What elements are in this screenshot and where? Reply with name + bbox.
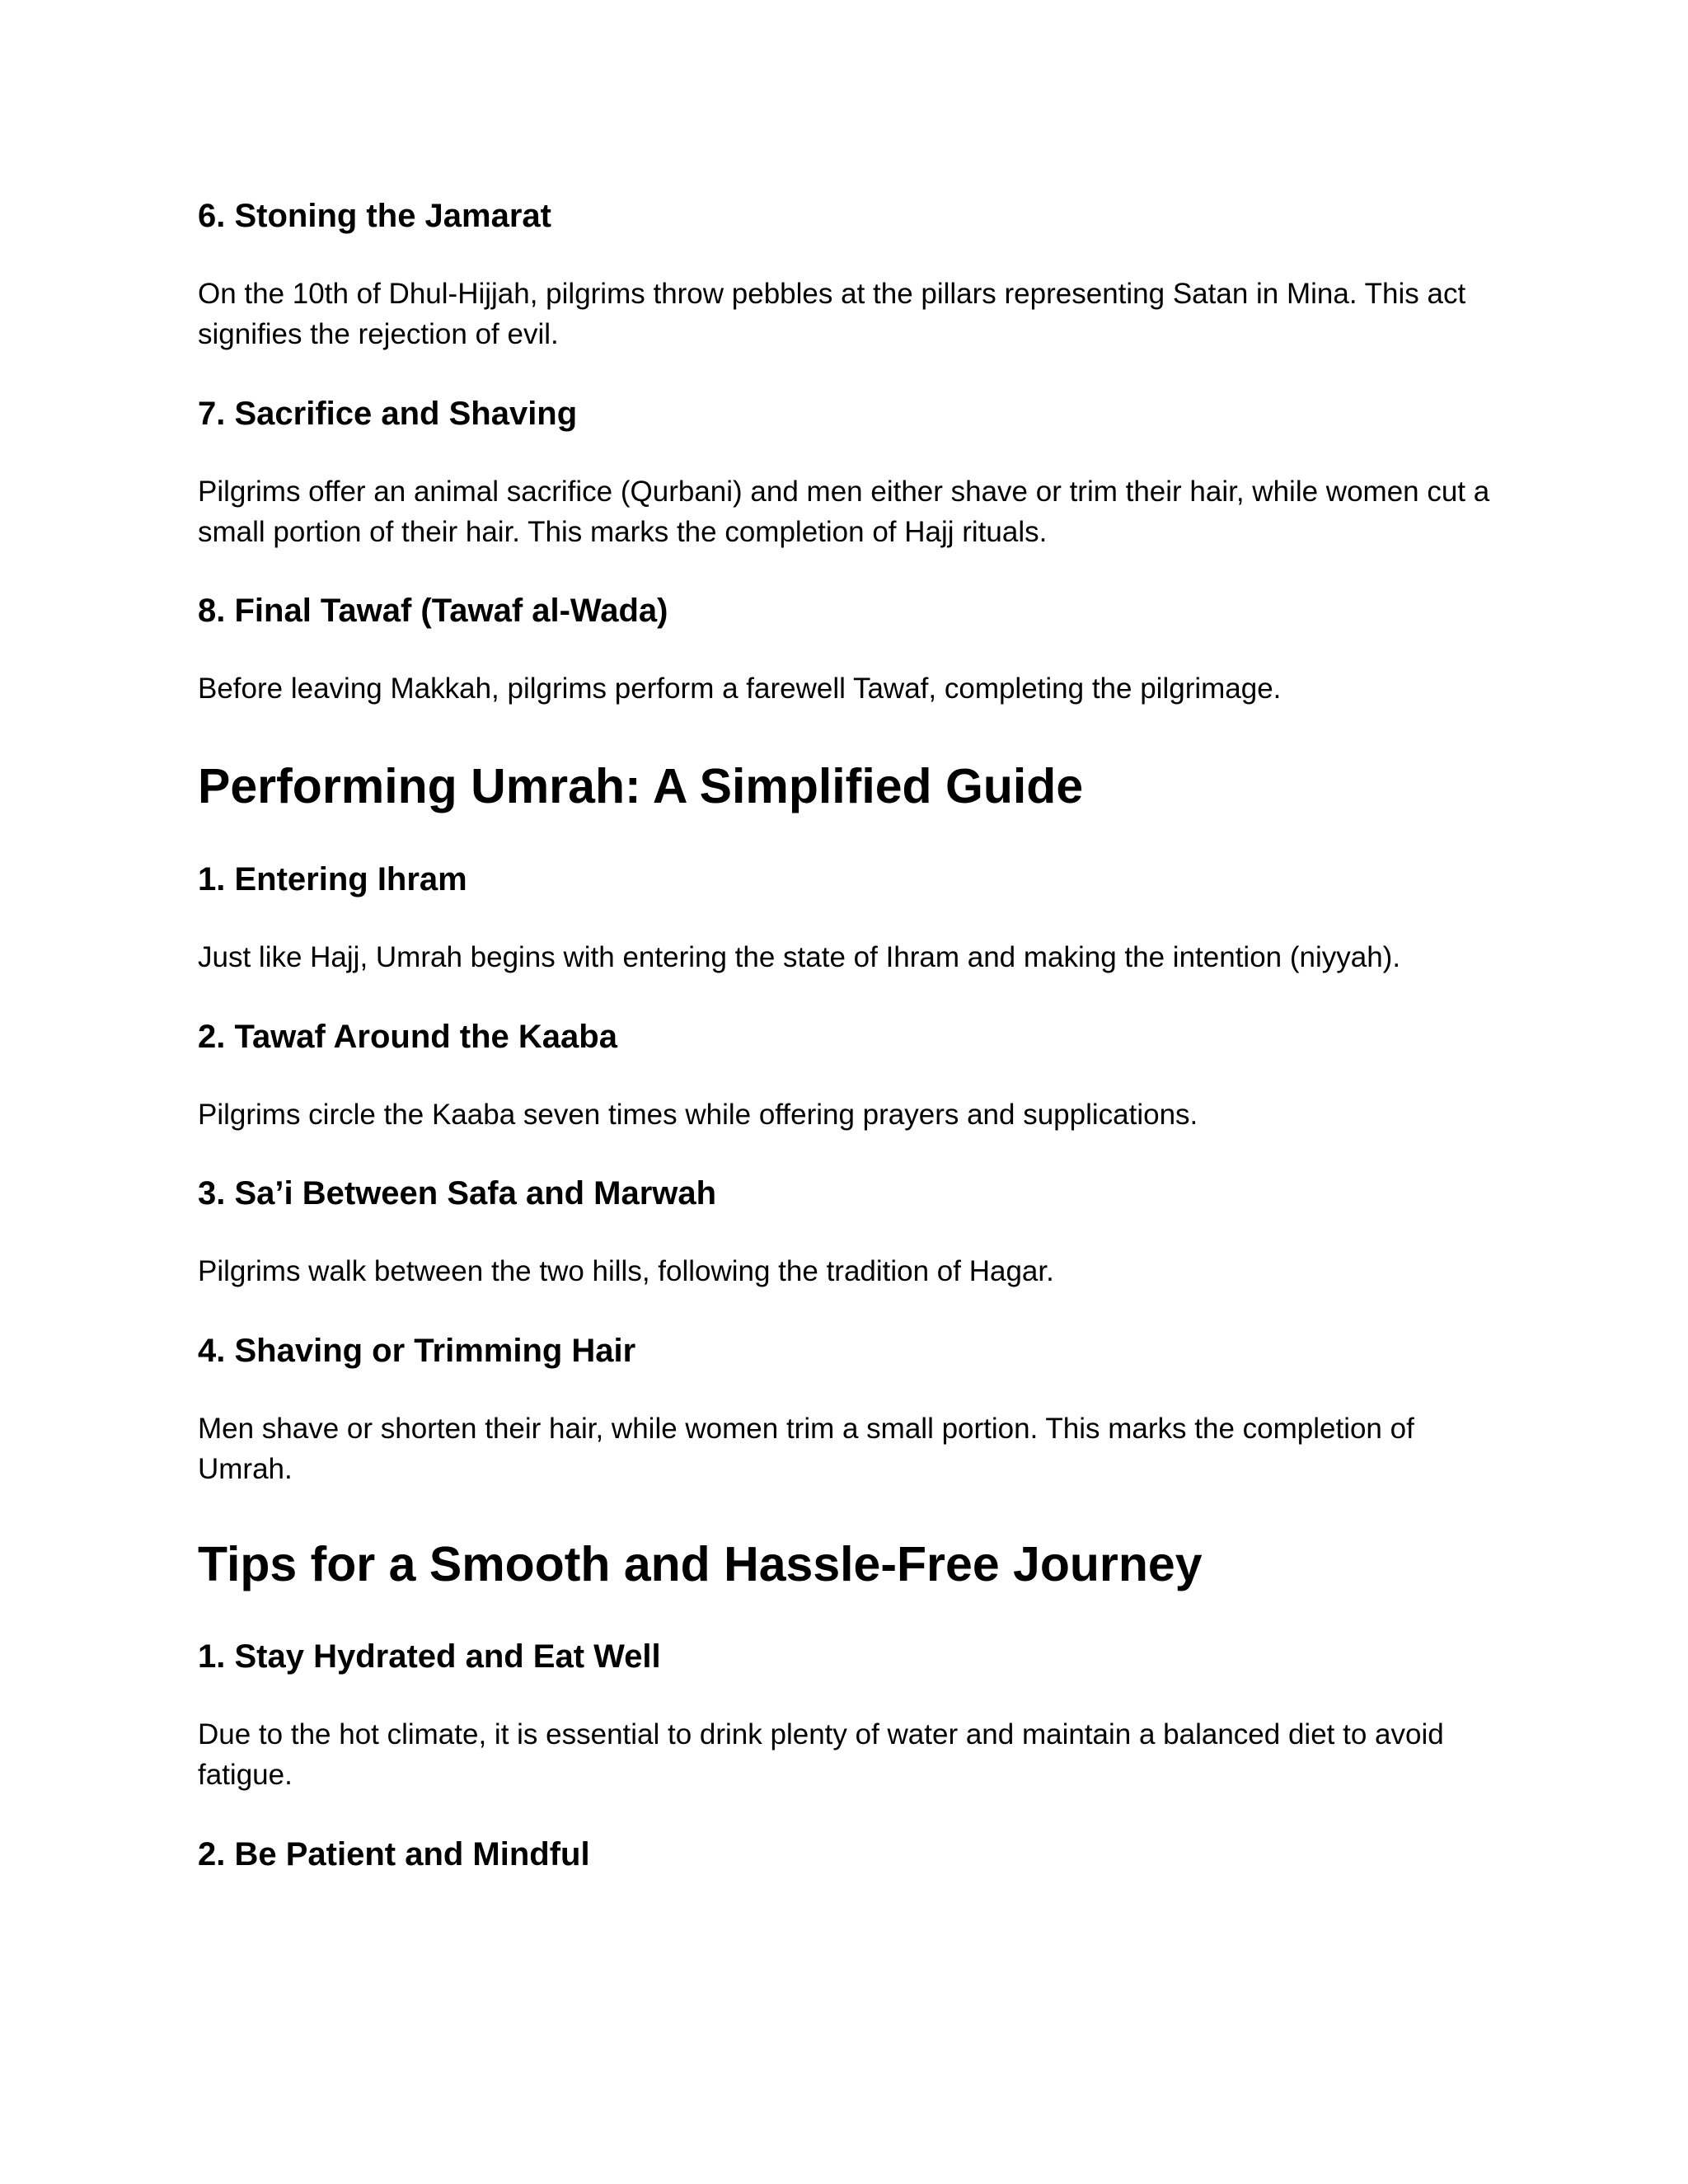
section-heading-stay-hydrated: 1. Stay Hydrated and Eat Well xyxy=(198,1638,661,1675)
section-heading-be-patient-and-mindful: 2. Be Patient and Mindful xyxy=(198,1836,590,1872)
section-heading-final-tawaf: 8. Final Tawaf (Tawaf al-Wada) xyxy=(198,593,668,629)
paragraph-stoning-the-jamarat: On the 10th of Dhul-Hijjah, pilgrims throw pebbles at the pillars representing Satan in Mina. This act signifies the rejection of evil. xyxy=(198,278,1466,350)
paragraph-shaving-or-trimming-hair: Men shave or shorten their hair, while women trim a small portion. This marks the completion of Umrah. xyxy=(198,1413,1414,1485)
section-heading-shaving-or-trimming-hair: 4. Shaving or Trimming Hair xyxy=(198,1333,636,1369)
paragraph-final-tawaf: Before leaving Makkah, pilgrims perform a farewell Tawaf, completing the pilgrimage. xyxy=(198,673,1282,705)
section-heading-sai-between-safa-marwah: 3. Sa’i Between Safa and Marwah xyxy=(198,1175,717,1212)
section-heading-entering-ihram: 1. Entering Ihram xyxy=(198,861,467,898)
paragraph-tawaf-around-kaaba: Pilgrims circle the Kaaba seven times while offering prayers and supplications. xyxy=(198,1099,1198,1131)
section-heading-sacrifice-and-shaving: 7. Sacrifice and Shaving xyxy=(198,396,578,432)
page-title-tips: Tips for a Smooth and Hassle-Free Journey xyxy=(198,1537,1203,1591)
page-title-umrah-guide: Performing Umrah: A Simplified Guide xyxy=(198,759,1084,813)
section-heading-stoning-the-jamarat: 6. Stoning the Jamarat xyxy=(198,198,551,234)
paragraph-sacrifice-and-shaving: Pilgrims offer an animal sacrifice (Qurbani) and men either shave or trim their hair, while women cut a small portion of their hair. This marks the completion of Hajj rituals. xyxy=(198,476,1490,548)
paragraph-stay-hydrated: Due to the hot climate, it is essential to drink plenty of water and maintain a balanced diet to avoid fatigue. xyxy=(198,1718,1444,1791)
section-heading-tawaf-around-kaaba: 2. Tawaf Around the Kaaba xyxy=(198,1019,617,1055)
paragraph-entering-ihram: Just like Hajj, Umrah begins with entering the state of Ihram and making the intention (niyyah). xyxy=(198,941,1401,973)
paragraph-sai-between-safa-marwah: Pilgrims walk between the two hills, following the tradition of Hagar. xyxy=(198,1255,1054,1287)
